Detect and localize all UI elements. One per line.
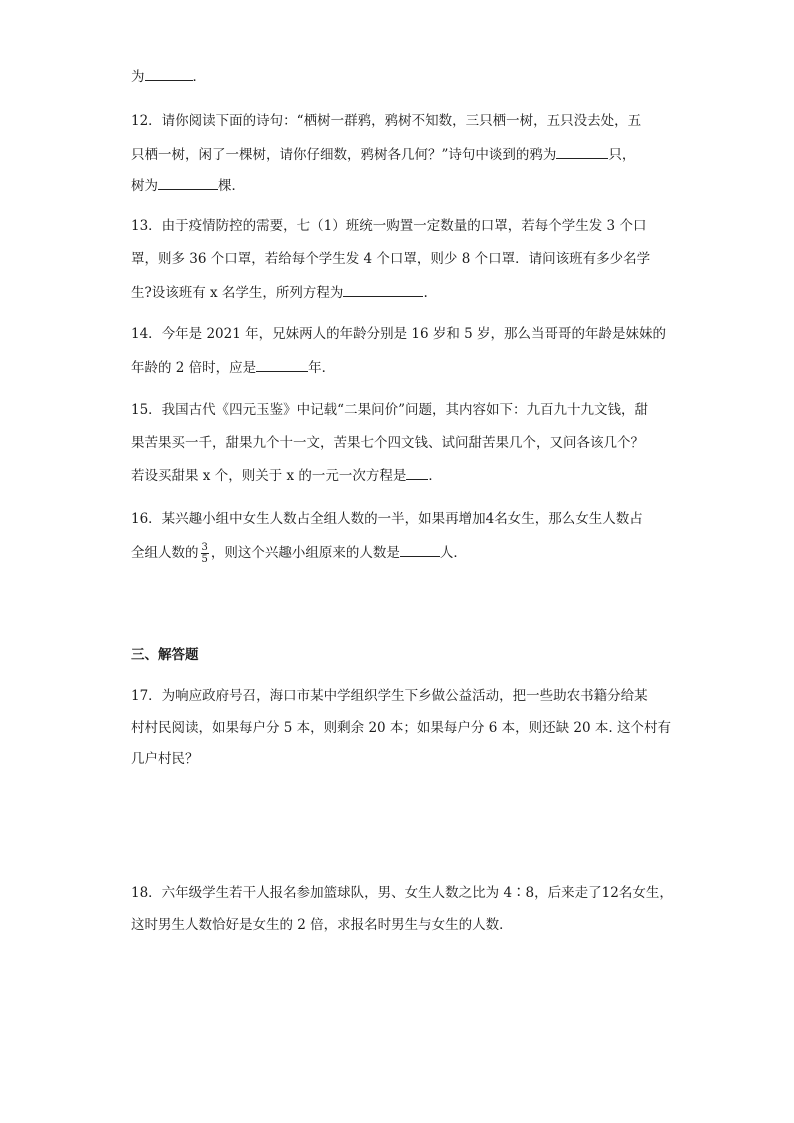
q14-line2-b: 年．	[308, 360, 336, 376]
q12-line2	[131, 144, 635, 165]
q12-tree-blank[interactable]	[158, 175, 218, 190]
q14-line1: 14．今年是 2021 年，兄妹两人的年龄分别是 16 岁和 5 岁，那么当哥哥的年龄是妹妹的	[131, 326, 667, 342]
q16-line2-c: 人．	[439, 545, 467, 561]
fragment-prefix: 为	[131, 69, 145, 85]
q16-line2-b: ，则这个兴趣小组原来的人数是	[210, 545, 400, 561]
q18-line2: 这时男生人数恰好是女生的 2 倍，求报名时男生与女生的人数．	[131, 917, 513, 933]
fragment-suffix: ．	[192, 69, 206, 85]
fraction-denominator: 5	[201, 554, 208, 565]
section-heading: 三、解答题	[131, 647, 199, 663]
q13-line3-b: .	[423, 285, 428, 301]
q16-line2	[131, 542, 467, 565]
q14-line2-a: 年龄的 2 倍时，应是	[131, 360, 257, 376]
fraction-numerator: 3	[201, 542, 208, 553]
q16-count-blank[interactable]	[400, 542, 440, 557]
q15-line1: 15．我国古代《四元玉鉴》中记载“二果问价”问题，其内容如下：九百九十九文钱，甜	[131, 402, 648, 418]
q12-line3-a: 树为	[131, 178, 158, 194]
q12-line3-b: 棵．	[218, 178, 245, 194]
q13-line3	[131, 282, 428, 303]
q15-line2: 果苦果买一千，甜果九个十一文，苦果七个四文钱、试问甜苦果几个，又问各该几个？	[131, 435, 644, 451]
q15-line3	[131, 465, 442, 486]
fragment-line	[131, 66, 206, 87]
q15-line3-a: 若设买甜果 x 个，则关于 x 的一元一次方程是	[131, 468, 407, 484]
q12-line3	[131, 175, 245, 196]
q12-crow-blank[interactable]	[556, 144, 608, 159]
q13-line1: 13．由于疫情防控的需要，七（1）班统一购置一定数量的口罩，若每个学生发 3 个口	[131, 218, 647, 234]
q18-line1: 18．六年级学生若干人报名参加篮球队，男、女生人数之比为 4∶8，后来走了12名女生，	[131, 885, 673, 901]
q17-line2: 村村民阅读，如果每户分 5 本，则剩余 20 本；如果每户分 6 本，则还缺 20 本. 这个村有	[131, 720, 671, 736]
q13-line2: 罩，则多 36 个口罩，若给每个学生发 4 个口罩，则少 8 个口罩．请问该班有多少名学	[131, 251, 651, 267]
q12-line1: 12．请你阅读下面的诗句：“栖树一群鸦，鸦树不知数，三只栖一树，五只没去处，五	[131, 113, 642, 129]
q17-line3: 几户村民？	[131, 751, 199, 767]
q12-line2-b: 只，	[608, 147, 636, 163]
q15-line3-b: ．	[428, 468, 442, 484]
q13-line3-a: 生?设该班有 x 名学生，所列方程为	[131, 285, 344, 301]
q12-line2-a: 只栖一树，闲了一棵树，请你仔细数，鸦树各几何？”诗句中谈到的鸦为	[131, 147, 557, 163]
q14-year-blank[interactable]	[256, 357, 308, 372]
q15-equation-blank[interactable]	[406, 465, 428, 480]
answer-blank[interactable]	[145, 66, 193, 81]
q13-equation-blank[interactable]	[343, 282, 423, 297]
q17-line1: 17．为响应政府号召，海口市某中学组织学生下乡做公益活动，把一些助农书籍分给某	[131, 688, 648, 704]
q16-line1: 16．某兴趣小组中女生人数占全组人数的一半，如果再增加4名女生，那么女生人数占	[131, 511, 643, 527]
q16-line2-a: 全组人数的	[131, 545, 199, 561]
fraction	[201, 542, 209, 565]
q14-line2	[131, 357, 335, 378]
